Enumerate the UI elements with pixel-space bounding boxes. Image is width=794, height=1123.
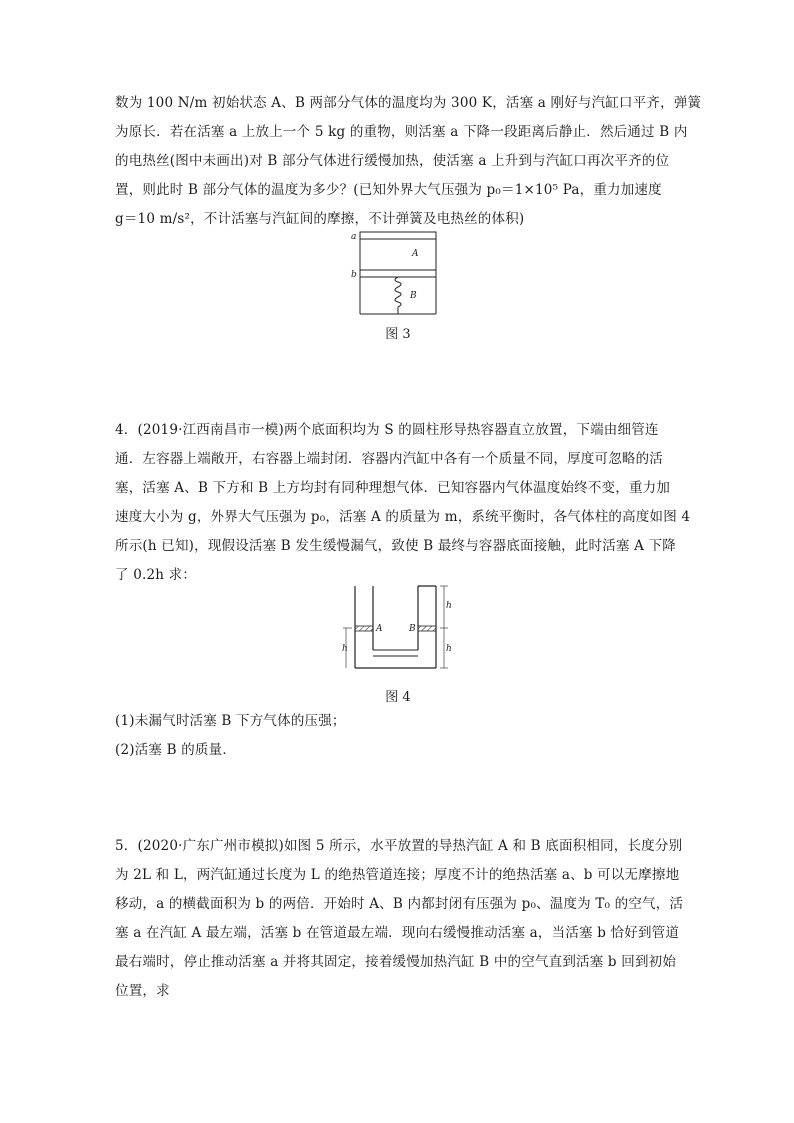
piston-b — [360, 270, 436, 277]
text-line: 5．(2020·广东广州市模拟)如图 5 所示，水平放置的导热汽缸 A 和 B 底面积相同，长度分别 — [115, 838, 683, 854]
text-line: 为 2L 和 L，两汽缸通过长度为 L 的绝热管道连接；厚度不计的绝热活塞 a、b 可以无摩擦地 — [115, 867, 680, 883]
text-line: 最右端时，停止推动活塞 a 并将其固定，接着缓慢加热汽缸 B 中的空气直到活塞 b 回到初始 — [115, 954, 677, 970]
problem-3-text — [115, 89, 702, 234]
label-h-right-bottom: h — [446, 644, 452, 654]
figure-4 — [338, 584, 458, 674]
piston-A — [355, 626, 373, 631]
figure-4-caption: 图 4 — [385, 690, 411, 705]
label-h-right-top: h — [446, 601, 452, 611]
label-gas-A: A — [412, 249, 419, 259]
figure-3 — [348, 228, 448, 318]
problem-4-questions — [115, 707, 680, 765]
text-line: 位置，求 — [115, 983, 170, 999]
text-line: 塞 a 在汽缸 A 最左端，活塞 b 在管道最左端．现向右缓慢推动活塞 a，当活塞 b 恰好到管道 — [115, 925, 680, 941]
text-line: 速度大小为 g，外界大气压强为 p₀，活塞 A 的质量为 m，系统平衡时，各气体柱的高度如图 4 — [115, 509, 691, 525]
text-line: 置，则此时 B 部分气体的温度为多少？(已知外界大气压强为 p₀＝1×10⁵ Pa，重力加速度 — [115, 182, 662, 198]
text-line: 为原长．若在活塞 a 上放上一个 5 kg 的重物，则活塞 a 下降一段距离后静止．然后通过 B 内 — [115, 124, 688, 140]
label-b: b — [351, 270, 357, 280]
label-a: a — [351, 232, 357, 242]
text-line: 数为 100 N/m 初始状态 A、B 两部分气体的温度均为 300 K，活塞 a 刚好与汽缸口平齐，弹簧 — [115, 95, 702, 111]
spring-icon — [395, 277, 401, 314]
figure-3-caption: 图 3 — [385, 327, 411, 342]
piston-B — [418, 626, 436, 631]
label-h-left: h — [342, 644, 348, 654]
text-line: 所示(h 已知)，现假设活塞 B 发生缓慢漏气，致使 B 最终与容器底面接触，此时活塞 A 下降 — [115, 538, 676, 554]
text-line: 4．(2019·江西南昌市一模)两个底面积均为 S 的圆柱形导热容器直立放置，下端由细管连 — [115, 422, 659, 438]
label-gas-B: B — [410, 291, 417, 301]
label-B: B — [409, 624, 416, 634]
text-line: 塞，活塞 A、B 下方和 B 上方均封有同种理想气体．已知容器内气体温度始终不变，重力加 — [115, 480, 671, 496]
text-line: 移动，a 的横截面积为 b 的两倍．开始时 A、B 内都封闭有压强为 p₀、温度为 T₀ 的空气，活 — [115, 896, 684, 912]
text-line: 了 0.2h 求： — [115, 567, 197, 583]
piston-a — [360, 232, 436, 239]
label-A: A — [376, 624, 383, 634]
question-1: (1)未漏气时活塞 B 下方气体的压强； — [115, 713, 346, 729]
problem-4-text — [115, 416, 691, 590]
text-line: 通．左容器上端敞开，右容器上端封闭．容器内汽缸中各有一个质量不同，厚度可忽略的活 — [115, 451, 663, 467]
problem-5-text — [115, 832, 684, 1006]
text-line: 的电热丝(图中未画出)对 B 部分气体进行缓慢加热，使活塞 a 上升到与汽缸口再次平齐的位 — [115, 153, 670, 169]
text-line: g＝10 m/s²，不计活塞与汽缸间的摩擦，不计弹簧及电热丝的体积) — [115, 211, 525, 227]
question-2: (2)活塞 B 的质量． — [115, 742, 237, 758]
